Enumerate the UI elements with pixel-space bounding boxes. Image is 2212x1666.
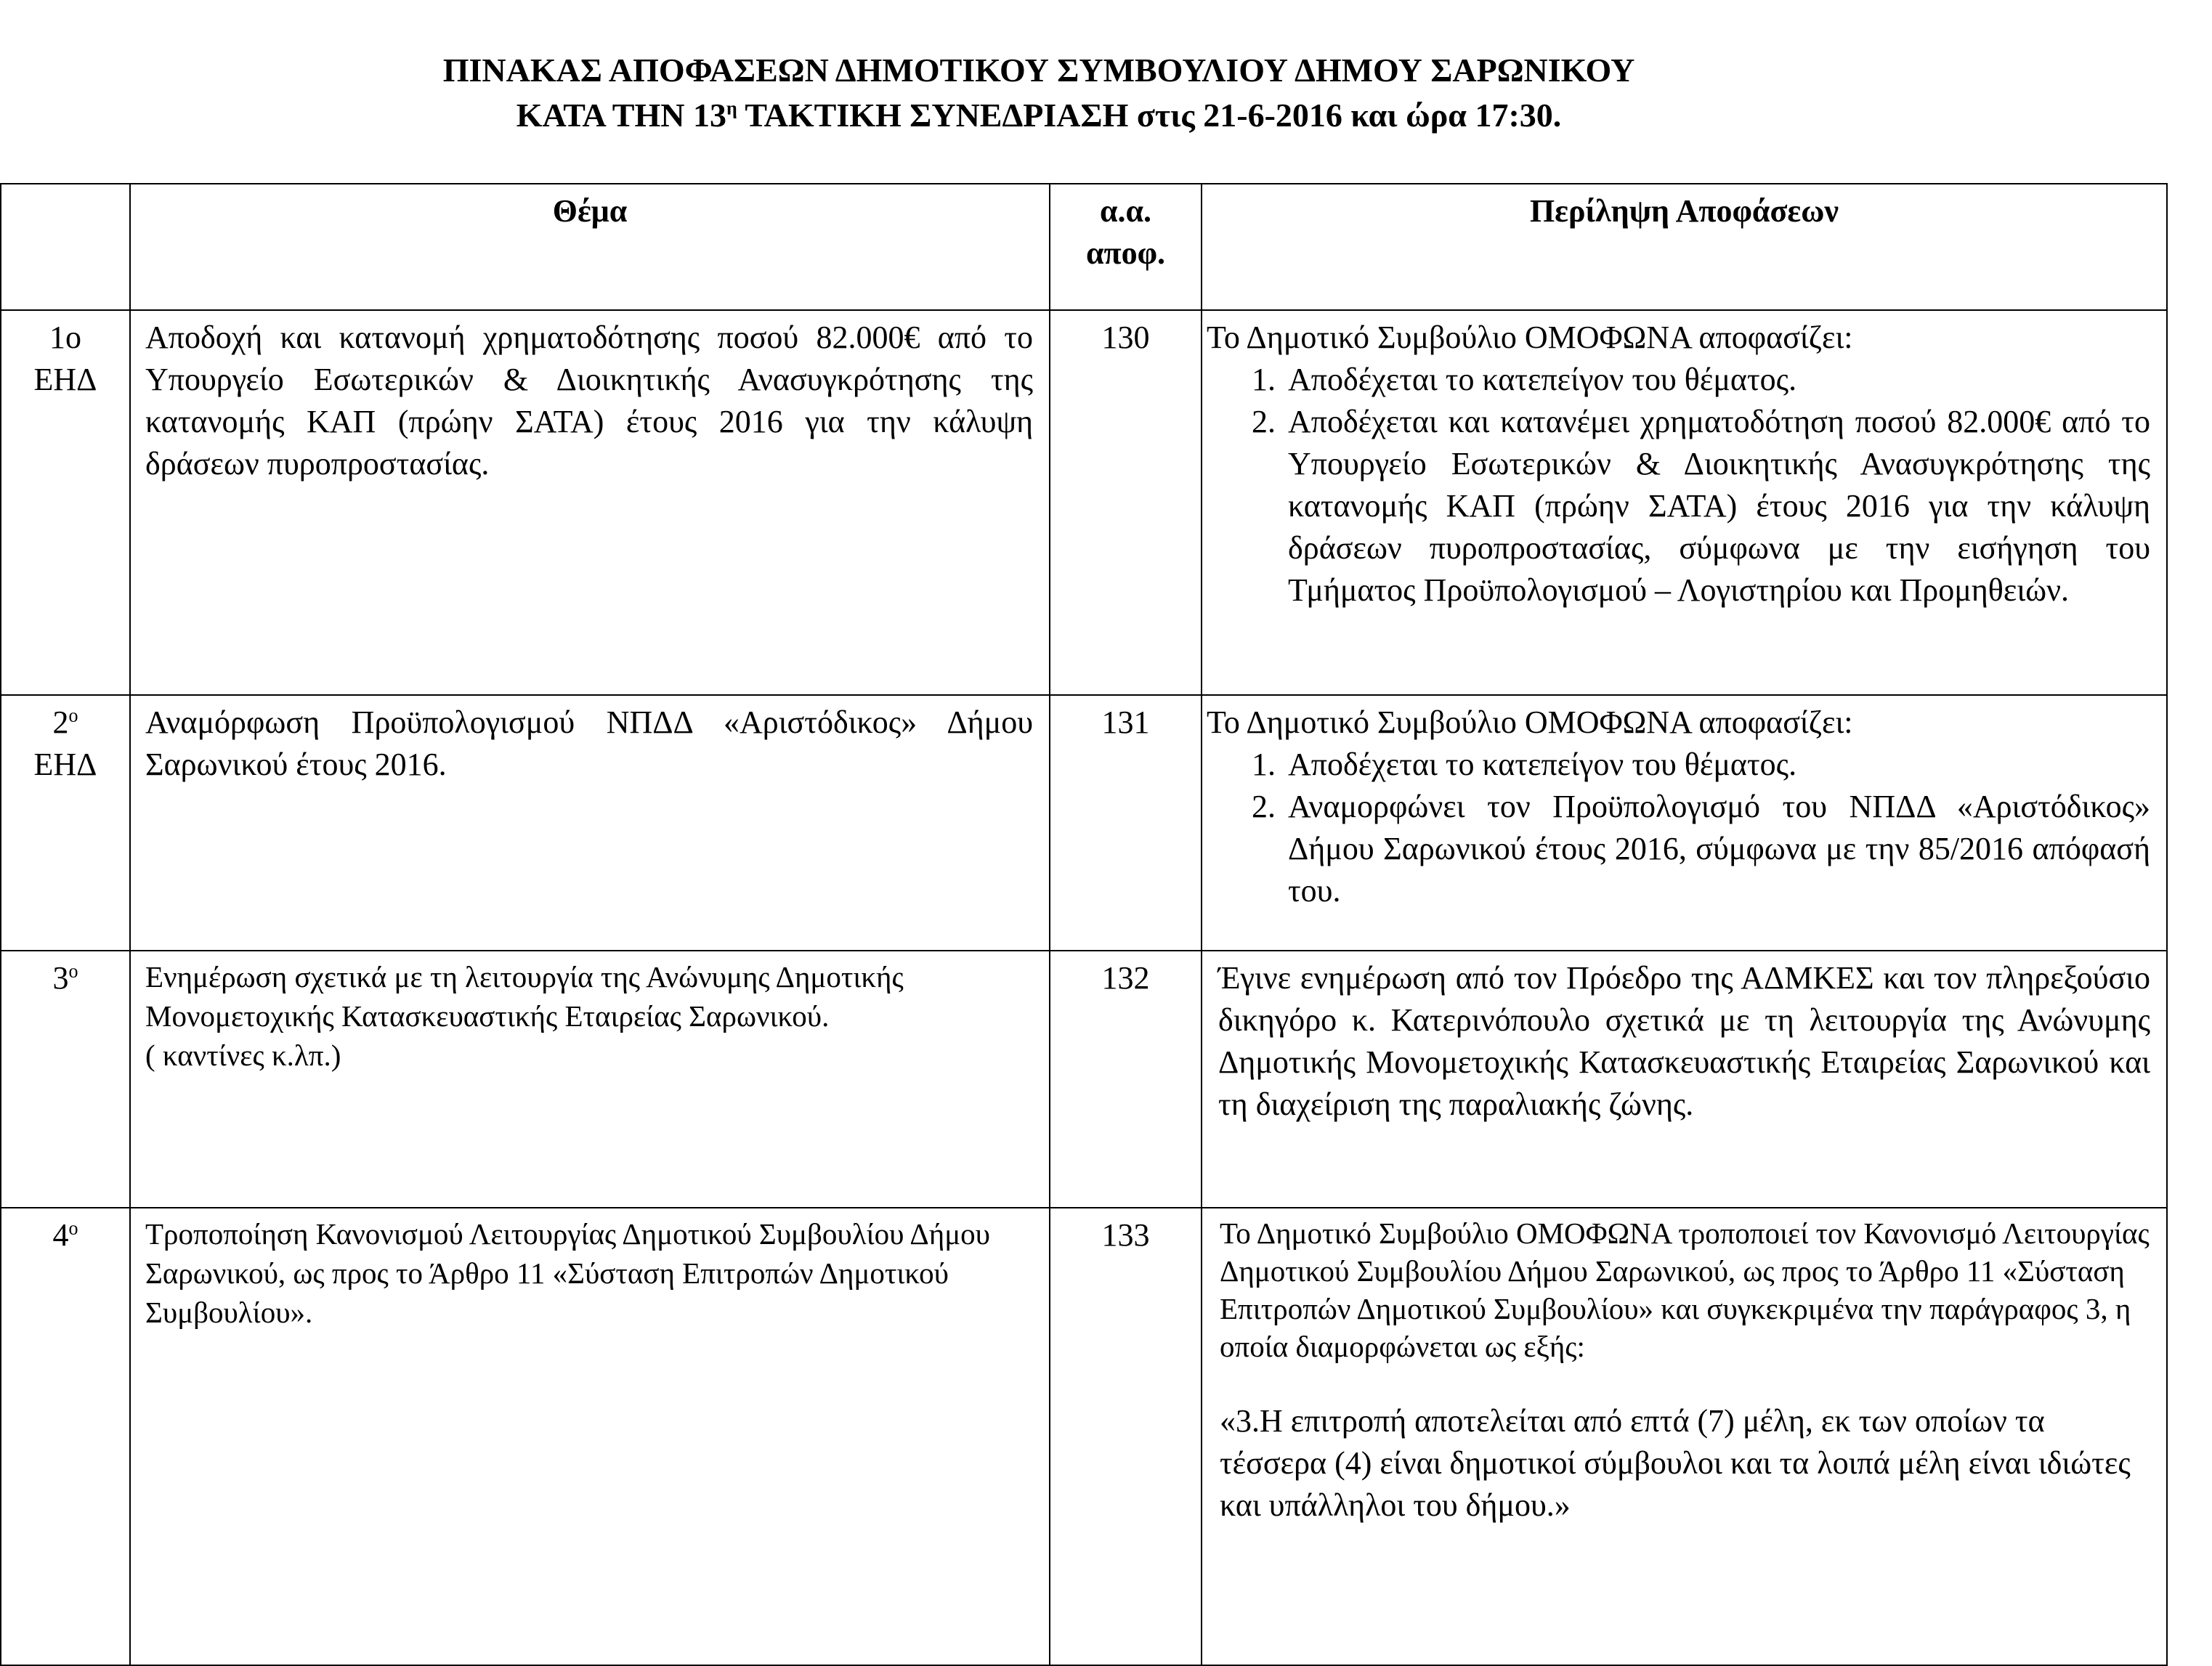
row-summary: [1202, 1208, 2167, 1665]
summary-list: [1207, 359, 2150, 611]
table-row: [1, 695, 2167, 951]
title-line-2-pre: ΚΑΤΑ ΤΗΝ 13: [516, 97, 726, 134]
row-number-cell: [1, 310, 130, 695]
row-number-tag: ΕΗΔ: [33, 747, 97, 782]
row-number: 1ο: [49, 320, 81, 355]
summary-intro: Το Δημοτικό Συμβούλιο ΟΜΟΦΩΝΑ αποφασίζει:: [1207, 320, 1853, 355]
title-line-2-post: ΤΑΚΤΙΚΗ ΣΥΝΕΔΡΙΑΣΗ στις 21-6-2016 και ώρα 17:30.: [737, 97, 1562, 134]
row-topic-note: ( καντίνες κ.λπ.): [145, 1039, 341, 1072]
row-summary: [1202, 310, 2167, 695]
row-number-value: 2: [52, 704, 69, 740]
row-topic: Τροποποίηση Κανονισμού Λειτουργίας Δημοτικού Συμβουλίου Δήμου Σαρωνικού, ως προς το Άρθρο 11 «Σύσταση Επιτροπών Δημοτικού Συμβουλίου».: [130, 1208, 1050, 1665]
row-number-sup: ο: [68, 704, 78, 726]
row-decision-no: 130: [1050, 310, 1202, 695]
row-decision-no: 133: [1050, 1208, 1202, 1665]
row-number: [1, 1214, 129, 1256]
summary-item: 1. Αποδέχεται το κατεπείγον του θέματος.: [1284, 744, 2150, 786]
row-number-sup: ο: [68, 1217, 78, 1239]
header-decision-no-line1: α.α.: [1099, 193, 1152, 229]
table-row: [1, 310, 2167, 695]
row-number-tag: ΕΗΔ: [33, 362, 97, 397]
row-number-value: 3: [52, 960, 69, 996]
header-summary: Περίληψη Αποφάσεων: [1202, 184, 2167, 310]
title-line-1: ΠΙΝΑΚΑΣ ΑΠΟΦΑΣΕΩΝ ΔΗΜΟΤΙΚΟΥ ΣΥΜΒΟΥΛΙΟΥ ΔΗΜΟΥ ΣΑΡΩΝΙΚΟΥ: [442, 52, 1635, 89]
summary-list: [1207, 744, 2150, 912]
header-decision-no: [1050, 184, 1202, 310]
title-ordinal-sup: η: [726, 97, 737, 119]
row-number-cell: [1, 951, 130, 1208]
row-number-value: 4: [52, 1217, 69, 1253]
table-row: [1, 951, 2167, 1208]
row-decision-no: 131: [1050, 695, 1202, 951]
title-line-2: [0, 93, 2078, 138]
row-topic-text: Ενημέρωση σχετικά με τη λειτουργία της Ανώνυμης Δημοτικής Μονομετοχικής Κατασκευαστικής Εταιρείας Σαρωνικού.: [145, 960, 904, 1033]
table-header-row: [1, 184, 2167, 310]
summary-item: 2. Αναμορφώνει τον Προϋπολογισμό του ΝΠΔΔ «Αριστόδικος» Δήμου Σαρωνικού έτους 2016, σύμφωνα με την 85/2016 απόφασή του.: [1284, 786, 2150, 912]
summary-quote: «3.Η επιτροπή αποτελείται από επτά (7) μέλη, εκ των οποίων τα τέσσερα (4) είναι δημοτικοί σύμβουλοι και τα λοιπά μέλη είναι ιδιώτες και υπάλληλοι του δήμου.»: [1220, 1403, 2131, 1523]
row-summary: [1202, 951, 2167, 1208]
summary-text: Έγινε ενημέρωση από τον Πρόεδρο της ΑΔΜΚΕΣ και τον πληρεξούσιο δικηγόρο κ. Κατερινόπουλο σχετικά με τη λειτουργία της Ανώνυμης Δημοτικής Μονομετοχικής Κατασκευαστικής Εταιρείας Σαρωνικού και τη διαχείριση της παραλιακής ζώνης.: [1218, 960, 2150, 1122]
decisions-table: [0, 183, 2168, 1666]
row-topic: Αποδοχή και κατανομή χρηματοδότησης ποσού 82.000€ από το Υπουργείο Εσωτερικών & Διοικητικής Ανασυγκρότησης της κατανομής ΚΑΠ (πρώην ΣΑΤΑ) έτους 2016 για την κάλυψη δράσεων πυροπροστασίας.: [130, 310, 1050, 695]
row-summary: [1202, 695, 2167, 951]
row-decision-no: 132: [1050, 951, 1202, 1208]
header-topic: Θέμα: [130, 184, 1050, 310]
row-number: [1, 957, 129, 999]
summary-item: 1. Αποδέχεται το κατεπείγον του θέματος.: [1284, 359, 2150, 401]
summary-intro: Το Δημοτικό Συμβούλιο ΟΜΟΦΩΝΑ αποφασίζει:: [1207, 704, 1853, 740]
row-number: [1, 702, 129, 744]
row-topic: [130, 951, 1050, 1208]
summary-text: Το Δημοτικό Συμβούλιο ΟΜΟΦΩΝΑ τροποποιεί τον Κανονισμό Λειτουργίας Δημοτικού Συμβουλίου Δήμου Σαρωνικού, ως προς το Άρθρο 11 «Σύσταση Επιτροπών Δημοτικού Συμβουλίου» και συγκεκριμένα την παράγραφος 3, η οποία διαμορφώνεται ως εξής:: [1220, 1216, 2150, 1363]
table-row: [1, 1208, 2167, 1665]
row-number-cell: [1, 1208, 130, 1665]
document-title: [0, 48, 2078, 138]
row-number-cell: [1, 695, 130, 951]
summary-item: 2. Αποδέχεται και κατανέμει χρηματοδότηση ποσού 82.000€ από το Υπουργείο Εσωτερικών & Διοικητικής Ανασυγκρότησης της κατανομής ΚΑΠ (πρώην ΣΑΤΑ) έτους 2016 για την κάλυψη δράσεων πυροπροστασίας, σύμφωνα με την εισήγηση του Τμήματος Προϋπολογισμού – Λογιστηρίου και Προμηθειών.: [1284, 401, 2150, 611]
row-number-sup: ο: [68, 960, 78, 982]
header-number-cell: [1, 184, 130, 310]
header-decision-no-line2: αποφ.: [1085, 235, 1166, 271]
row-topic: Αναμόρφωση Προϋπολογισμού ΝΠΔΔ «Αριστόδικος» Δήμου Σαρωνικού έτους 2016.: [130, 695, 1050, 951]
